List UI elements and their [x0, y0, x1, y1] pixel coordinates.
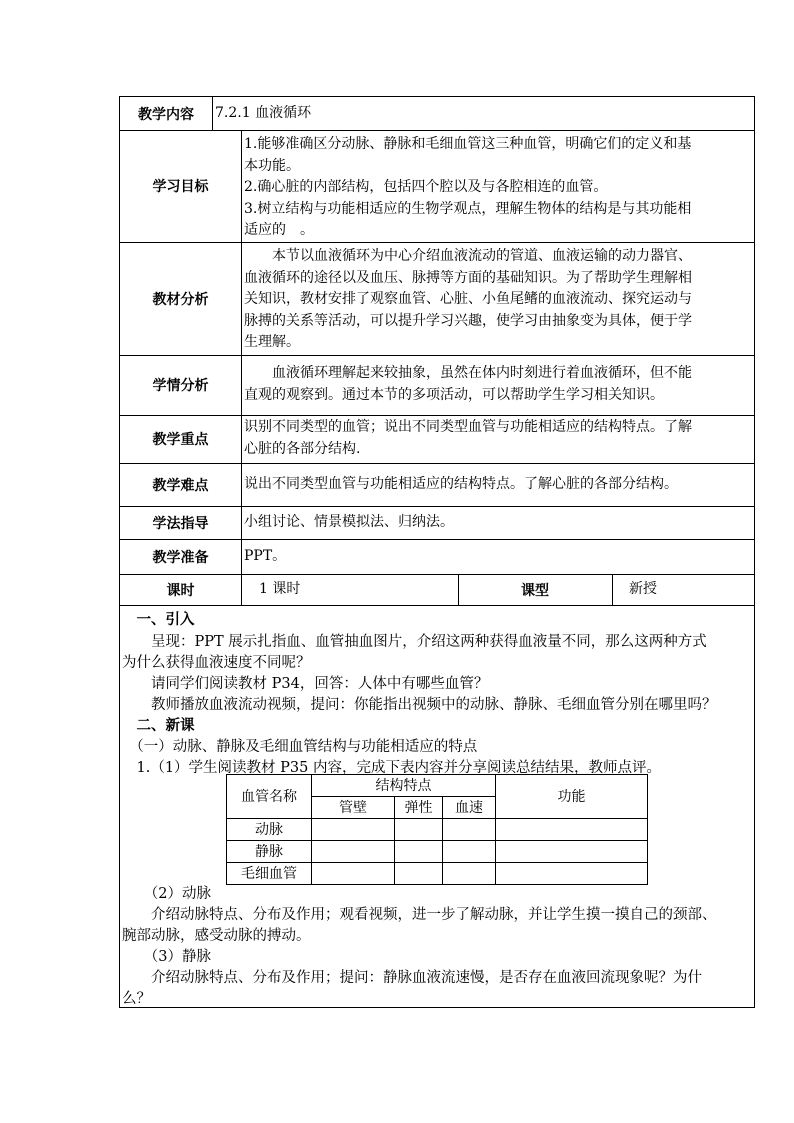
body-line: 介绍动脉特点、分布及作用；观看视频，进一步了解动脉，并让学生摸一摸自己的颈部、	[122, 907, 717, 923]
body-line: （2）动脉	[122, 886, 211, 902]
type-value: 新授	[629, 580, 657, 597]
label-key: 教学重点	[152, 432, 209, 448]
students-line: 血液循环理解起来较抽象，虽然在体内时刻进行着血液循环，但不能	[244, 365, 692, 381]
blank-cell	[496, 841, 648, 863]
body-line: （一）动脉、静脉及毛细血管结构与功能相适应的特点	[122, 739, 478, 755]
students-line: 直观的观察到。通过本节的多项活动，可以帮助学生学习相关知识。	[244, 386, 664, 403]
material-line: 生理解。	[244, 334, 300, 350]
prep-text: PPT。	[244, 547, 287, 564]
body-line: 腕部动脉，感受动脉的搏动。	[122, 928, 311, 944]
body-line: 么？	[122, 991, 151, 1007]
material-line: 脉搏的关系等活动，可以提升学习兴趣，使学习由抽象变为具体，便于学	[244, 312, 692, 329]
content-value: 7.2.1 血液循环	[215, 104, 312, 121]
header-elasticity: 弹性	[395, 797, 443, 819]
header-wall: 管壁	[312, 797, 395, 819]
row-artery: 动脉	[227, 819, 312, 841]
body-line: 呈现：PPT 展示扎指血、血管抽血图片，介绍这两种获得血液量不同，那么这两种方式	[122, 634, 707, 650]
key-line: 心脏的各部分结构.	[244, 440, 361, 457]
label-difficulty: 教学难点	[152, 477, 209, 494]
vessel-structure-table	[226, 774, 648, 885]
body-line: 为什么获得血液速度不同呢？	[122, 655, 311, 671]
body-line: 教师播放血液流动视频，提问：你能指出视频中的动脉、静脉、毛细血管分别在哪里吗？	[122, 697, 717, 713]
goals-line: 适应的 。	[244, 222, 314, 238]
label-period: 课时	[166, 582, 195, 599]
key-text	[242, 417, 754, 460]
label-content: 教学内容	[138, 106, 194, 123]
col-divider	[612, 574, 613, 605]
label-type: 课型	[521, 582, 549, 599]
blank-cell	[443, 841, 496, 863]
table-row	[227, 819, 648, 841]
blank-cell	[312, 819, 395, 841]
row-vein: 静脉	[227, 841, 312, 863]
goals-text	[242, 134, 754, 242]
body-line: 1.（1）学生阅读教材 P35 内容，完成下表内容并分享阅读总结结果，教师点评。	[122, 760, 661, 776]
row-divider	[120, 605, 754, 606]
blank-cell	[395, 863, 443, 885]
difficulty-text: 说出不同类型血管与功能相适应的结构特点。了解心脏的各部分结构。	[244, 475, 678, 492]
table-row	[227, 863, 648, 885]
goals-line: 本功能。	[244, 157, 300, 174]
goals-line: 3.树立结构与功能相适应的生物学观点，理解生物体的结构是与其功能相	[244, 200, 692, 217]
label-students: 学情分析	[152, 378, 209, 394]
section-intro-heading: 一、引入	[122, 612, 195, 628]
blank-cell	[443, 863, 496, 885]
goals-line: 1.能够准确区分动脉、静脉和毛细血管这三种血管，明确它们的定义和基	[244, 136, 692, 152]
blank-cell	[496, 819, 648, 841]
blank-cell	[312, 841, 395, 863]
blank-cell	[395, 819, 443, 841]
header-vessel-name: 血管名称	[227, 775, 312, 819]
material-line: 关知识，教材安排了观察血管、心脏、小鱼尾鳍的血液流动、探究运动与	[244, 291, 692, 307]
blank-cell	[312, 863, 395, 885]
label-material: 教材分析	[152, 291, 209, 308]
material-line: 血液循环的途径以及血压、脉搏等方面的基础知识。为了帮助学生理解相	[244, 269, 692, 286]
label-goals: 学习目标	[152, 179, 209, 195]
header-structure: 结构特点	[312, 775, 496, 797]
blank-cell	[496, 863, 648, 885]
material-text	[242, 246, 754, 354]
goals-line: 2.确心脏的内部结构，包括四个腔以及与各腔相连的血管。	[244, 179, 608, 195]
label-prep: 教学准备	[152, 549, 209, 566]
body-line: （3）静脉	[122, 949, 211, 965]
body-line: 请同学们阅读教材 P34，回答：人体中有哪些血管？	[122, 676, 489, 692]
blank-cell	[395, 841, 443, 863]
material-line: 本节以血液循环为中心介绍血液流动的管道、血液运输的动力器官、	[244, 248, 692, 264]
body-line: 介绍动脉特点、分布及作用；提问：静脉血液流速慢，是否存在血液回流现象呢？为什	[122, 970, 702, 986]
row-capillary: 毛细血管	[227, 863, 312, 885]
students-text	[242, 363, 754, 406]
period-value: 1 课时	[259, 580, 301, 597]
blank-cell	[443, 819, 496, 841]
key-line: 识别不同类型的血管；说出不同类型血管与功能相适应的结构特点。了解	[244, 419, 692, 435]
table-row	[227, 841, 648, 863]
method-text: 小组讨论、情景模拟法、归纳法。	[244, 513, 454, 530]
header-speed: 血速	[443, 797, 496, 819]
section-new-heading: 二、新课	[122, 718, 195, 734]
label-method: 学法指导	[152, 515, 209, 532]
header-function: 功能	[496, 775, 648, 819]
